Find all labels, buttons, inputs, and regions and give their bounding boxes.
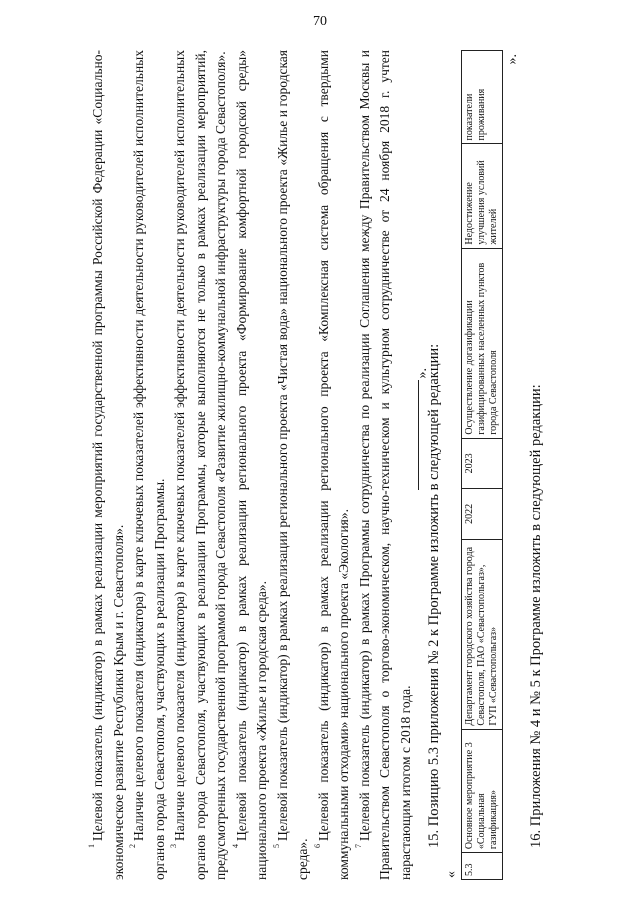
footnote-mark: 3 — [169, 844, 178, 848]
separator-quote: ». — [415, 368, 430, 379]
cell-consequence: Недостижение улучшения условий жителей — [462, 144, 503, 248]
footnote-1 — [88, 50, 129, 880]
separator-line — [415, 368, 430, 490]
footnote-5 — [273, 50, 314, 880]
footnote-text: Целевой показатель (индикатор) в рамках Программы сотрудничества по реализации Соглашения между Правительством Москвы и Правительством Севастополя о торгово-экономическом, научно-техническом и культурном сотрудничестве от 24 ноября 2018 г. учтен нарастающим итогом с 2018 года. — [356, 50, 413, 880]
footnote-mark: 2 — [128, 844, 137, 848]
footnote-mark: 6 — [312, 844, 322, 848]
quote-close: ». — [505, 54, 520, 65]
footnote-2 — [129, 50, 170, 880]
cell-event: Основное мероприятие 3 «Социальная газификация» — [462, 729, 503, 852]
instruction-15: 15. Позицию 5.3 приложения № 2 к Программе изложить в следующей редакции: — [426, 343, 442, 848]
cell-indicator: показатели проживания — [462, 51, 503, 144]
footnote-mark: 7 — [353, 844, 363, 848]
footnote-mark: 1 — [87, 844, 96, 848]
cell-year-start: 2022 — [462, 489, 503, 539]
quote-open: « — [444, 871, 459, 878]
rotated-content — [88, 50, 588, 880]
footnote-7 — [355, 50, 417, 880]
instruction-16: 16. Приложения № 4 и № 5 к Программе изложить в следующей редакции: — [528, 384, 544, 848]
table-row — [462, 51, 503, 880]
footnote-mark: 5 — [271, 844, 281, 848]
cell-result: Осуществление догазификации газифицированных населенных пунктов города Севастополя — [462, 248, 503, 438]
footnote-text: Целевой показатель (индикатор) в рамках реализации регионального проекта «Комплексная система обращения с твердыми коммунальными отходами» национального проекта «Экология». — [315, 50, 351, 880]
footnote-text: Целевой показатель (индикатор) в рамках реализации мероприятий государственной программы Российской Федерации «Социально-экономическое развитие Республики Крым и г. Севастополя». — [90, 50, 126, 880]
page-number: 70 — [313, 14, 327, 29]
footnote-text: Наличие целевого показателя (индикатора) в карте ключевых показателей эффективности деятельности руководителей исполнительных органов города Севастополя, участвующих в реализации Программы. — [131, 50, 167, 880]
footnote-6 — [314, 50, 355, 880]
cell-num: 5.3 — [462, 853, 503, 880]
position-table — [461, 50, 503, 880]
cell-executor: Департамент городского хозяйства города Севастополя, ПАО «Севастопольгаз», ГУП «Севастопольгаз» — [462, 539, 503, 729]
cell-year-end: 2023 — [462, 438, 503, 488]
footnote-mark: 4 — [230, 844, 240, 848]
footnote-text: Целевой показатель (индикатор) в рамках реализации регионального проекта «Формирование комфортной городской среды» национального проекта «Жилье и городская среда». — [233, 50, 269, 880]
footnote-4 — [232, 50, 273, 880]
footnote-3 — [170, 50, 232, 880]
footnote-text: Целевой показатель (индикатор) в рамках реализации регионального проекта «Чистая вода» национального проекта «Жилье и городская среда». — [274, 50, 310, 880]
footnote-text: Наличие целевого показателя (индикатора) в карте ключевых показателей эффективности деятельности руководителей исполнительных органов города Севастополя, участвующих в реализации Программы, которые выполняются не только в рамках реализации мероприятий, предусмотренных государственной программой города Севастополя «Развитие жилищно-коммунальной инфраструктуры города Севастополя». — [172, 50, 228, 880]
